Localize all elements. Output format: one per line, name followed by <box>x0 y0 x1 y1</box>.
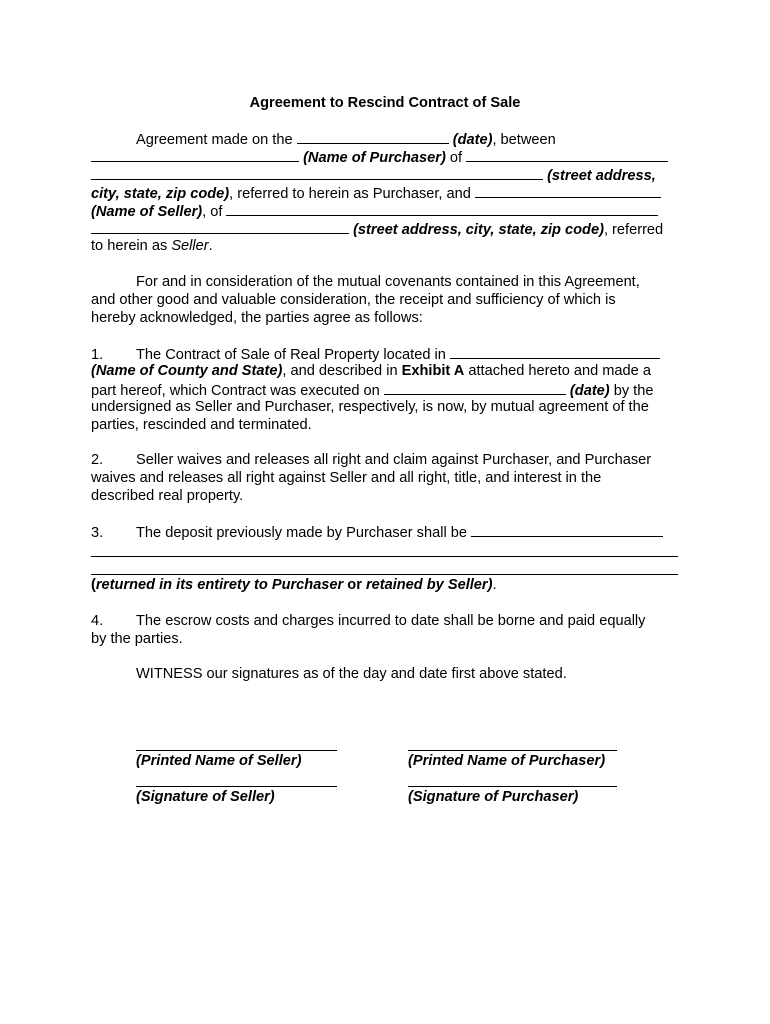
intro-line-6: (street address, city, state, zip code), referred <box>91 219 663 237</box>
purchaser-signature-line[interactable] <box>408 786 617 787</box>
property-location-blank[interactable] <box>450 344 660 359</box>
consideration-line-2: and other good and valuable consideration, the receipt and sufficiency of which is <box>91 292 616 308</box>
execution-date-blank[interactable] <box>384 380 566 395</box>
seller-name-blank[interactable] <box>475 183 661 198</box>
intro-line-7: to herein as Seller. <box>91 238 213 254</box>
intro-line-2: (Name of Purchaser) of <box>91 147 668 165</box>
section-3-line-1: 3. The deposit previously made by Purchaser shall be <box>91 522 663 540</box>
printed-purchaser-line[interactable] <box>408 750 617 751</box>
deposit-blank[interactable] <box>471 522 663 537</box>
section-1-line-4: undersigned as Seller and Purchaser, respectively, is now, by mutual agreement of the <box>91 399 649 415</box>
purchaser-address-blank[interactable] <box>466 147 668 162</box>
seller-signature-line[interactable] <box>136 786 337 787</box>
deposit-blank-line-3[interactable] <box>91 574 678 575</box>
seller-address-blank[interactable] <box>226 201 658 216</box>
seller-signature-label: (Signature of Seller) <box>136 789 275 805</box>
purchaser-signature-label: (Signature of Purchaser) <box>408 789 579 805</box>
section-1-line-5: parties, rescinded and terminated. <box>91 417 312 433</box>
section-2-line-1: 2. Seller waives and releases all right and claim against Purchaser, and Purchaser <box>91 452 652 468</box>
section-2-line-3: described real property. <box>91 488 244 504</box>
printed-purchaser-label: (Printed Name of Purchaser) <box>408 753 606 769</box>
purchaser-name-blank[interactable] <box>91 147 299 162</box>
consideration-line-1: For and in consideration of the mutual covenants contained in this Agreement, <box>136 274 640 290</box>
printed-seller-line[interactable] <box>136 750 337 751</box>
intro-line-4: city, state, zip code), referred to herein as Purchaser, and <box>91 183 661 201</box>
consideration-line-3: hereby acknowledged, the parties agree as follows: <box>91 310 423 326</box>
intro-line-1: Agreement made on the (date), between <box>91 129 556 147</box>
seller-address-blank-2[interactable] <box>91 219 349 234</box>
section-2-line-2: waives and releases all right against Seller and all right, title, and interest in the <box>91 470 602 486</box>
deposit-blank-line-2[interactable] <box>91 556 678 557</box>
printed-seller-label: (Printed Name of Seller) <box>136 753 302 769</box>
section-1-line-2: (Name of County and State), and described in Exhibit A attached hereto and made a <box>91 363 651 379</box>
section-1-line-1: 1. The Contract of Sale of Real Property located in <box>91 344 660 362</box>
witness-line: WITNESS our signatures as of the day and date first above stated. <box>136 666 567 682</box>
intro-line-5: (Name of Seller), of <box>91 201 658 219</box>
section-3-line-4: (returned in its entirety to Purchaser or retained by Seller). <box>91 577 497 593</box>
section-4-line-1: 4. The escrow costs and charges incurred to date shall be borne and paid equally <box>91 613 646 629</box>
purchaser-address-blank-2[interactable] <box>91 165 543 180</box>
document-title: Agreement to Rescind Contract of Sale <box>249 95 521 111</box>
section-1-line-3: part hereof, which Contract was executed on (date) by the <box>91 380 653 398</box>
date-blank[interactable] <box>297 129 449 144</box>
section-4-line-2: by the parties. <box>91 631 183 647</box>
intro-line-3: (street address, <box>91 165 656 183</box>
